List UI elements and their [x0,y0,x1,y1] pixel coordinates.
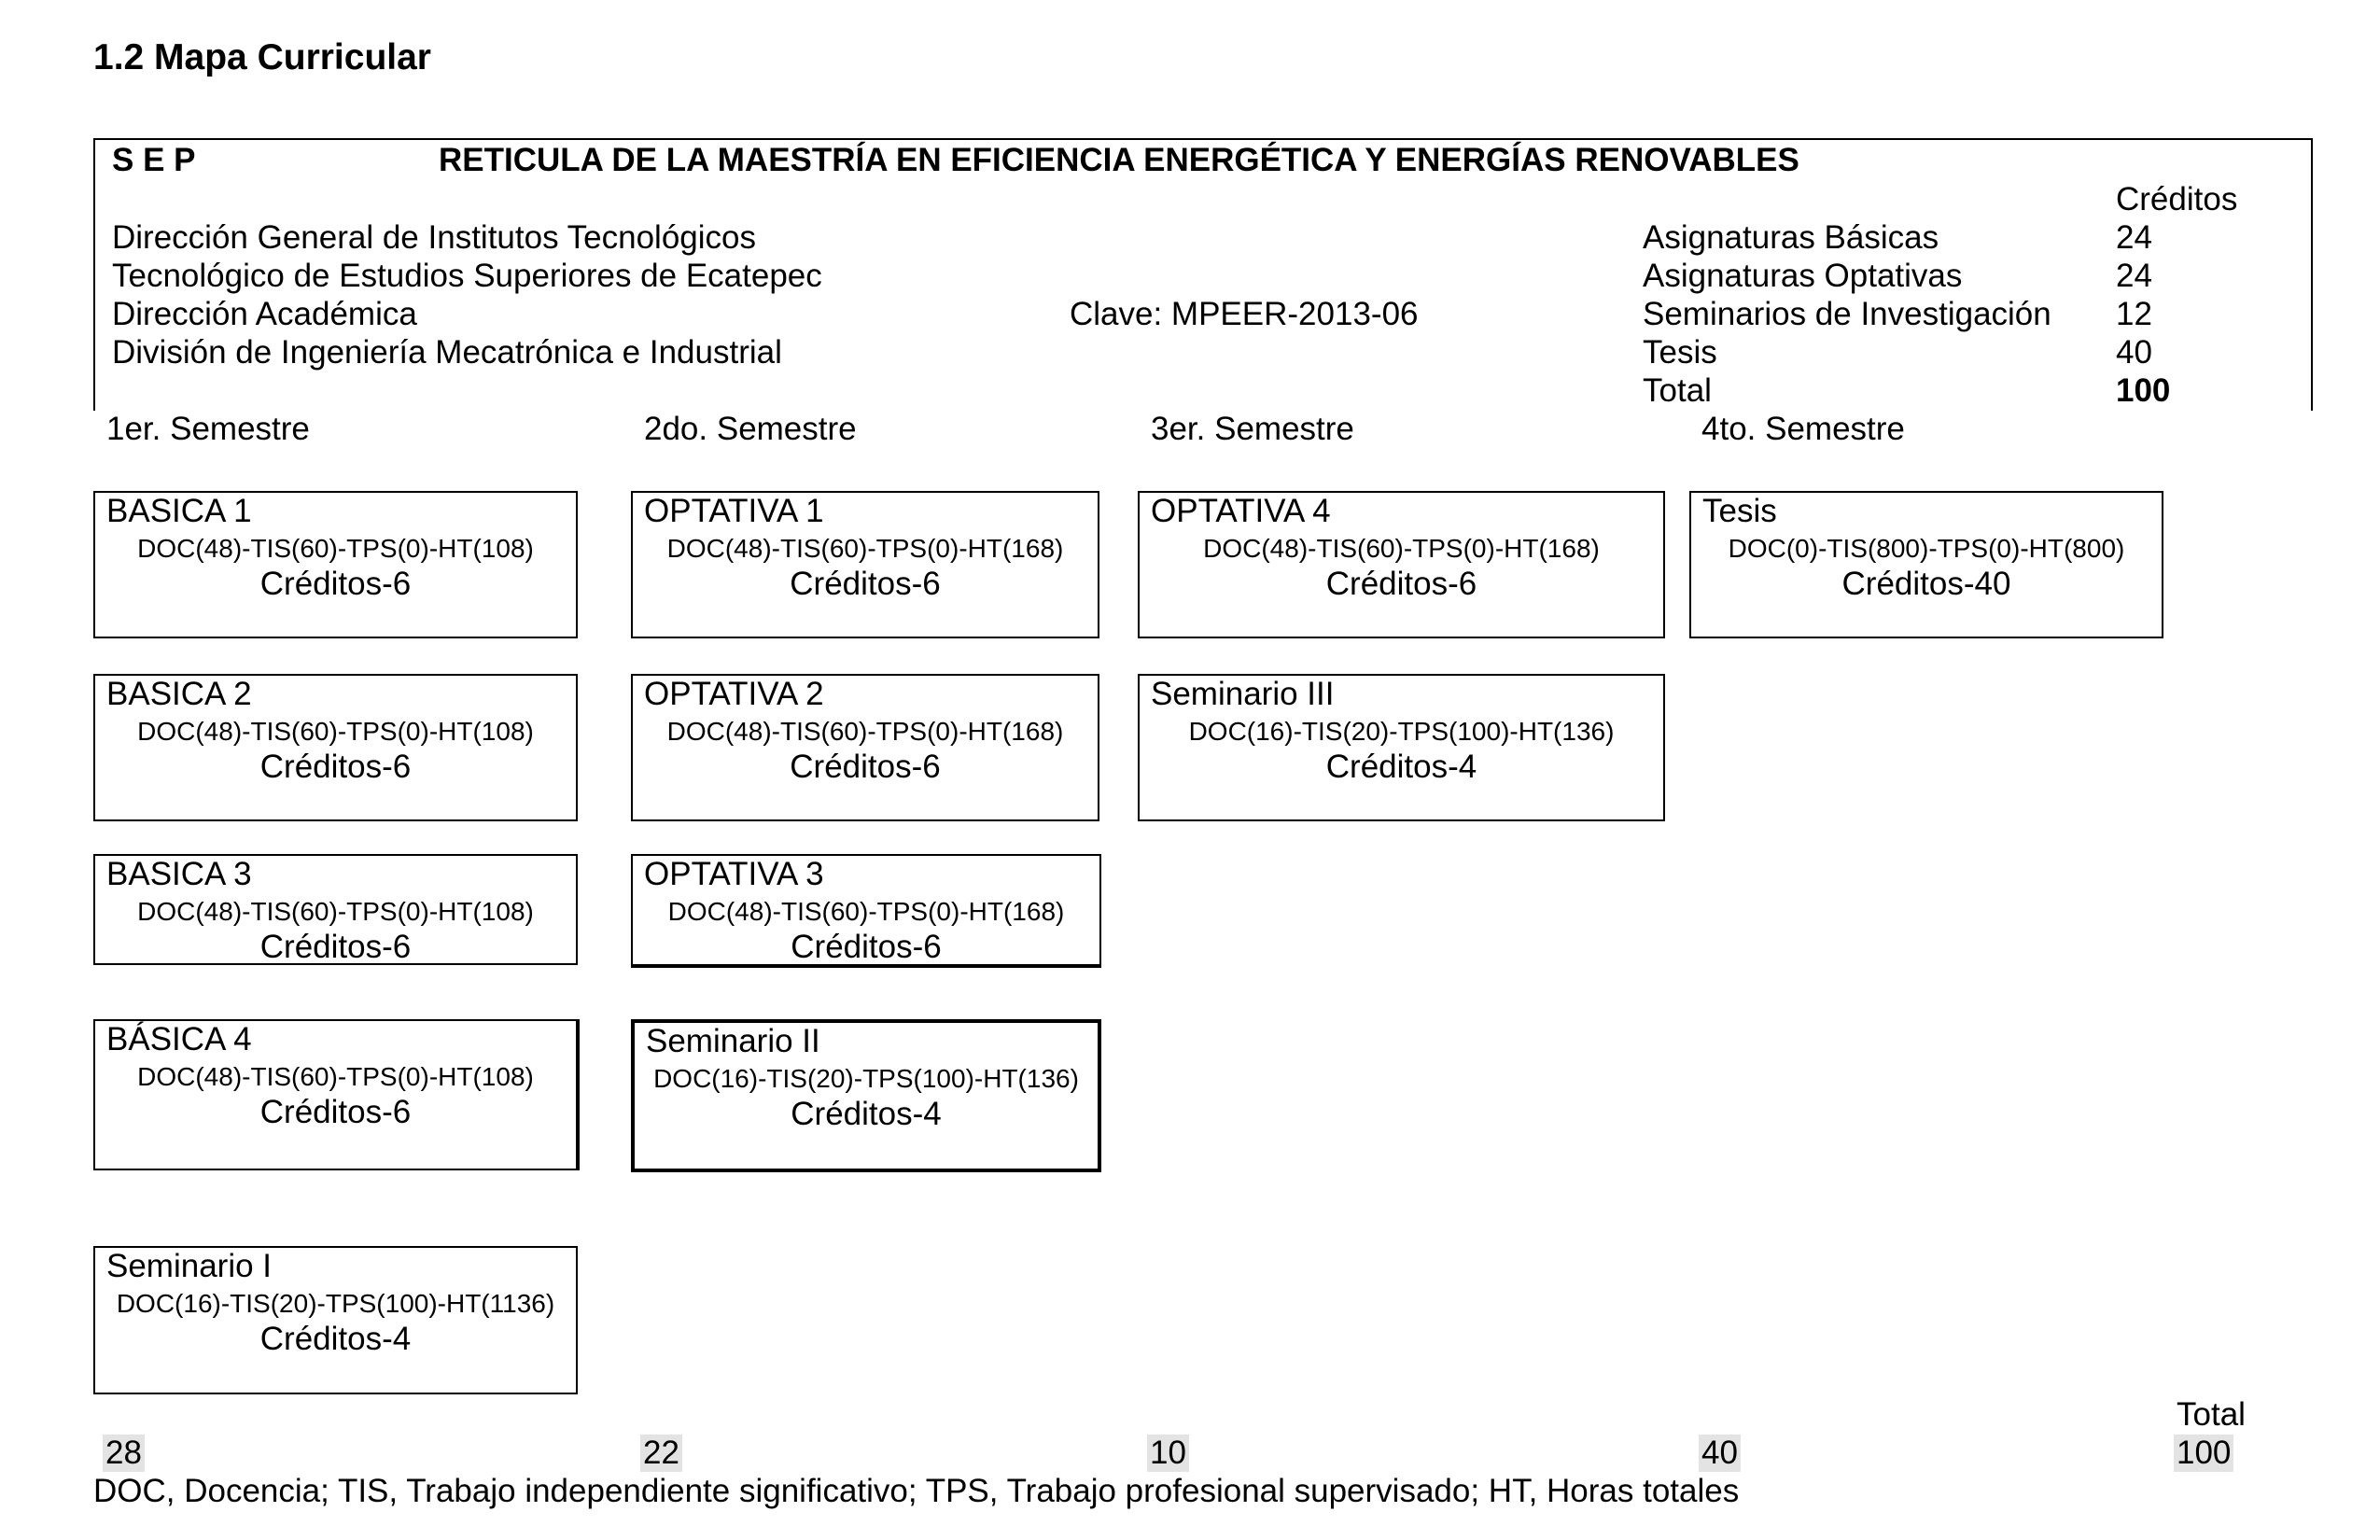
course-credits: Créditos-40 [1841,566,2011,602]
sep-label: S E P [112,142,196,178]
course-hours: DOC(48)-TIS(60)-TPS(0)-HT(168) [1203,534,1600,563]
semester-credit-total: 40 [1699,1435,1741,1472]
course-hours: DOC(16)-TIS(20)-TPS(100)-HT(136) [1188,717,1615,746]
course-hours: DOC(0)-TIS(800)-TPS(0)-HT(800) [1728,534,2125,563]
course-name: OPTATIVA 2 [644,676,824,712]
course-credits: Créditos-6 [259,929,412,965]
reticula-title: RETICULA DE LA MAESTRÍA EN EFICIENCIA ENERGÉTICA Y ENERGÍAS RENOVABLES [439,142,1799,178]
section-title: 1.2 Mapa Curricular [93,37,431,77]
course-name: BASICA 2 [106,676,252,712]
semester-credit-total: 28 [103,1435,145,1472]
course-card [631,674,1099,821]
course-card [93,491,578,638]
course-name: Seminario III [1151,676,1335,712]
course-name: Seminario II [646,1023,820,1059]
course-card [93,674,578,821]
grand-total-label: Total [2177,1396,2246,1433]
course-credits: Créditos-6 [1325,566,1477,602]
course-name: BÁSICA 4 [106,1021,252,1057]
credits-row-value: 24 [2116,258,2152,294]
course-name: BASICA 3 [106,856,252,892]
course-credits: Créditos-6 [790,566,941,602]
course-credits: Créditos-4 [1325,749,1477,785]
course-credits: Créditos-6 [791,929,942,965]
credits-row-label: Asignaturas Optativas [1643,258,1963,294]
course-hours: DOC(48)-TIS(60)-TPS(0)-HT(108) [137,897,534,926]
course-card [93,1019,580,1170]
course-hours: DOC(48)-TIS(60)-TPS(0)-HT(108) [137,534,534,563]
clave-label: Clave: MPEER-2013-06 [1070,296,1419,332]
course-name: BASICA 1 [106,493,252,529]
course-credits: Créditos-6 [790,749,941,785]
course-card [631,491,1099,638]
credits-column-header: Créditos [2116,181,2238,217]
institution-line: Dirección Académica [112,296,417,332]
course-card [1138,674,1665,821]
course-credits: Créditos-6 [259,1094,412,1130]
semester-label: 3er. Semestre [1151,411,1354,447]
course-hours: DOC(48)-TIS(60)-TPS(0)-HT(168) [666,534,1064,563]
course-credits: Créditos-4 [259,1321,412,1357]
semester-credit-total: 10 [1147,1435,1189,1472]
institution-line: División de Ingeniería Mecatrónica e Industrial [112,334,782,371]
course-hours: DOC(48)-TIS(60)-TPS(0)-HT(108) [137,1062,534,1091]
credits-row-label: Total [1643,372,1712,409]
course-card [93,854,578,965]
institution-line: Dirección General de Institutos Tecnológicos [112,219,757,256]
course-name: OPTATIVA 3 [644,856,824,892]
credits-total-value: 100 [2116,372,2171,409]
credits-row-value: 12 [2116,296,2152,332]
course-hours: DOC(48)-TIS(60)-TPS(0)-HT(108) [137,717,534,746]
course-hours: DOC(16)-TIS(20)-TPS(100)-HT(1136) [116,1289,555,1318]
credits-row-label: Asignaturas Básicas [1643,219,1939,256]
course-name: OPTATIVA 4 [1151,493,1331,529]
semester-credit-total: 22 [640,1435,682,1472]
course-card [93,1246,578,1394]
semester-label: 1er. Semestre [106,411,310,447]
course-name: Seminario I [106,1248,273,1284]
course-credits: Créditos-4 [791,1096,942,1132]
course-card [1138,491,1665,638]
course-name: Tesis [1702,493,1777,529]
grand-total-value: 100 [2174,1435,2233,1472]
credits-row-label: Tesis [1643,334,1717,371]
credits-row-label: Seminarios de Investigación [1643,296,2051,332]
semester-label: 2do. Semestre [644,411,857,447]
course-name: OPTATIVA 1 [644,493,824,529]
course-card [631,1019,1101,1172]
course-hours: DOC(48)-TIS(60)-TPS(0)-HT(168) [667,897,1065,926]
course-card [1689,491,2163,638]
course-card [631,854,1101,968]
legend: DOC, Docencia; TIS, Trabajo independiente significativo; TPS, Trabajo profesional supervisado; HT, Horas totales [93,1473,1740,1509]
course-hours: DOC(48)-TIS(60)-TPS(0)-HT(168) [666,717,1064,746]
credits-row-value: 40 [2116,334,2152,371]
course-credits: Créditos-6 [259,566,412,602]
institution-line: Tecnológico de Estudios Superiores de Ecatepec [112,258,822,294]
credits-row-value: 24 [2116,219,2152,256]
course-credits: Créditos-6 [259,749,412,785]
course-hours: DOC(16)-TIS(20)-TPS(100)-HT(136) [653,1064,1079,1093]
semester-label: 4to. Semestre [1701,411,1905,447]
